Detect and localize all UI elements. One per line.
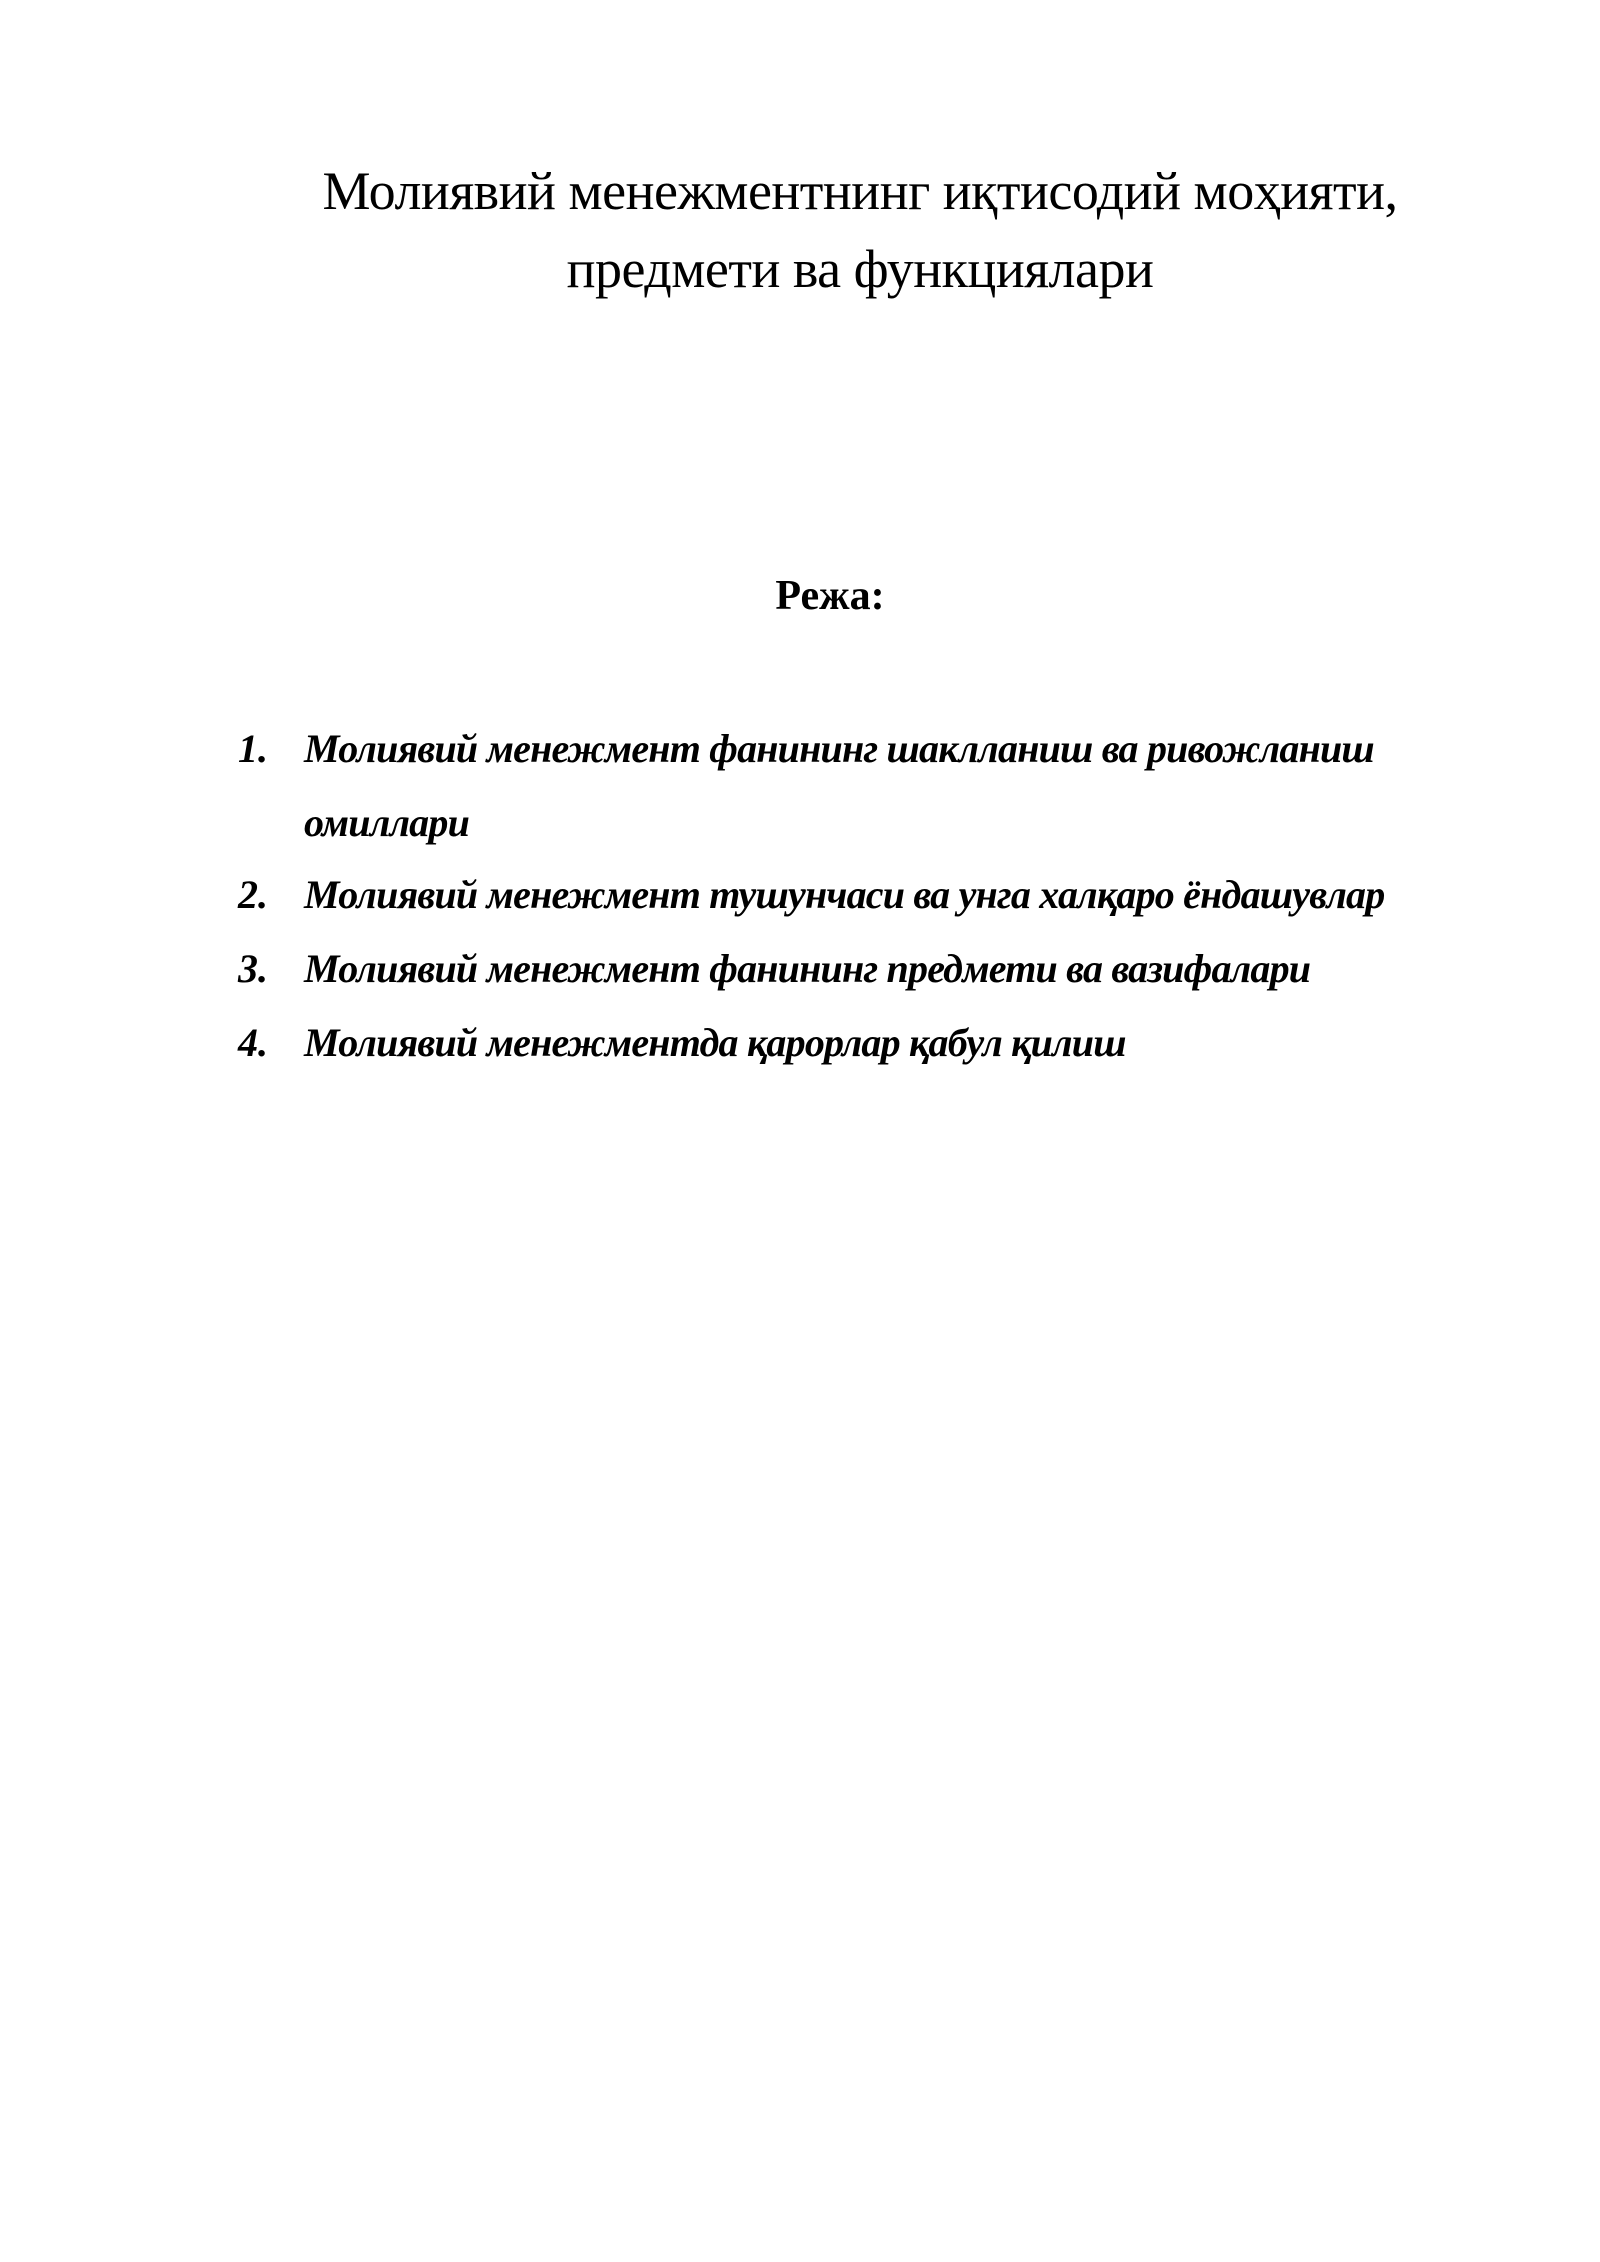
plan-heading: Режа: <box>775 573 885 619</box>
title-line-2: предмети ва функциялари <box>566 239 1154 299</box>
plan-item-text: Молиявий менежмент фанининг шаклланиш ва ривожланиш омиллари <box>304 726 1374 845</box>
plan-item-text: Молиявий менежмент фанининг предмети ва вазифалари <box>304 946 1311 991</box>
plan-item-number: 1. <box>238 726 268 771</box>
plan-item-2 <box>238 858 1458 932</box>
plan-item-4 <box>238 1006 1458 1080</box>
plan-item-number: 3. <box>238 946 268 991</box>
plan-item-text: Молиявий менежмент тушунчаси ва унга халқаро ёндашувлар <box>304 872 1385 917</box>
plan-item-number: 4. <box>238 1020 268 1065</box>
title-line-1: Молиявий менежментнинг иқтисодий моҳияти, <box>322 161 1398 221</box>
plan-item-text: Молиявий менежментда қарорлар қабул қилиш <box>304 1020 1126 1065</box>
plan-item-1 <box>238 712 1458 862</box>
plan-item-3 <box>238 932 1458 1006</box>
page-title <box>240 152 1480 308</box>
plan-item-number: 2. <box>238 872 268 917</box>
